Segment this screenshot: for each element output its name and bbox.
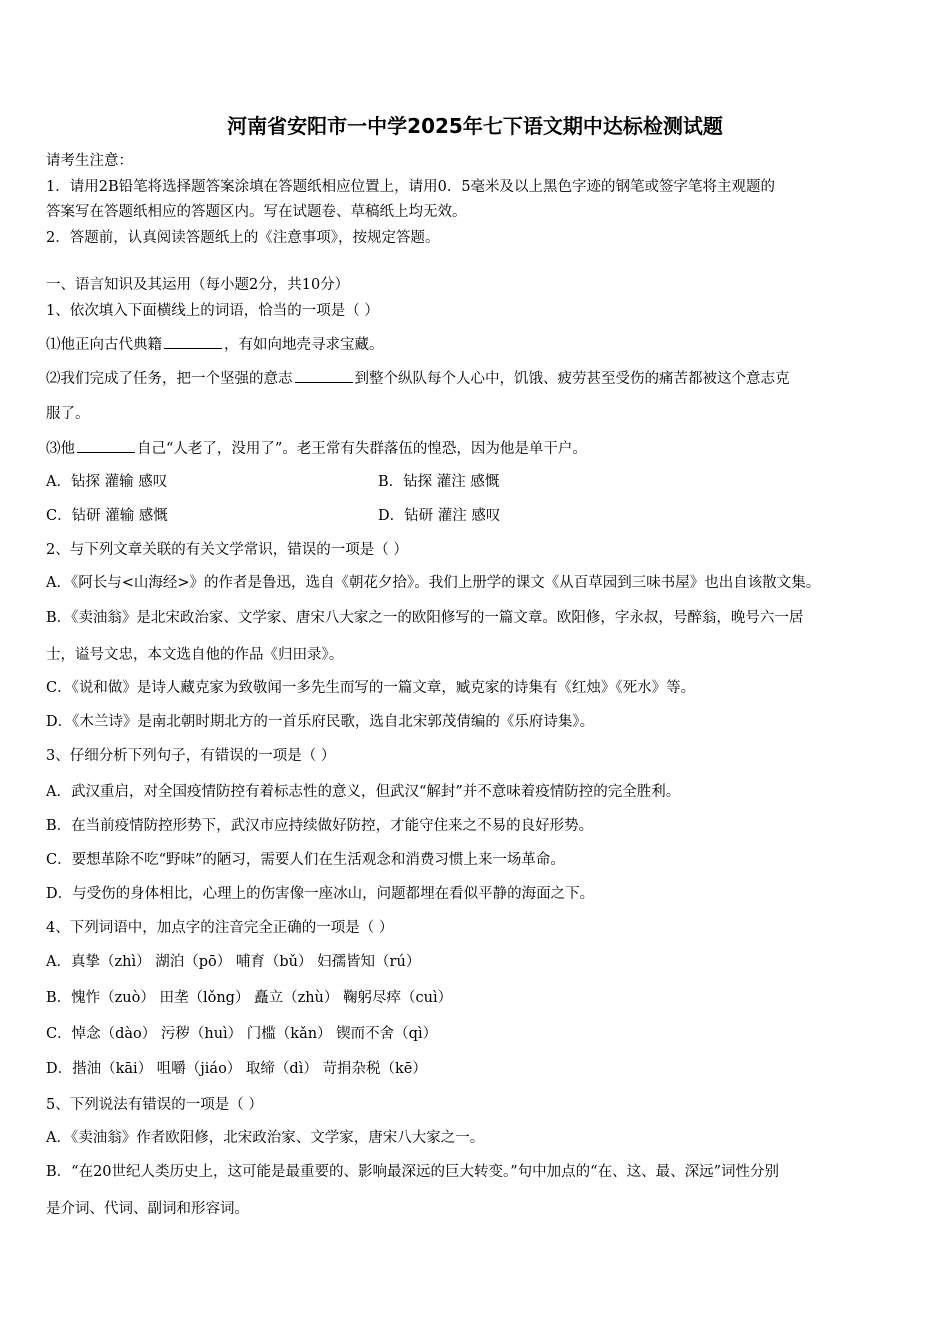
section-heading: 一、语言知识及其运用（每小题2分，共10分） — [46, 277, 350, 293]
question-5-stem: 5、下列说法有错误的一项是（ ） — [46, 1097, 263, 1113]
question-1-option-a: A．钻探 灌输 感叹 — [46, 474, 168, 490]
blank-line — [77, 438, 135, 453]
question-1-sentence-2-cont: 服了。 — [46, 406, 90, 422]
notice-item-1-cont: 答案写在答题纸相应的答题区内。写在试题卷、草稿纸上均无效。 — [46, 204, 467, 220]
question-5-option-b: B．“在20世纪人类历史上，这可能是最重要的、影响最深远的巨大转变。”句中加点的“在、这、最、深远”词性分别 — [46, 1164, 780, 1180]
question-4-option-d: D．揩油（kāi） 咀嚼（jiáo） 取缔（dì） 苛捐杂税（kē） — [46, 1061, 427, 1077]
notice-item-2: 2．答题前，认真阅读答题纸上的《注意事项》，按规定答题。 — [46, 230, 440, 246]
blank-line — [164, 334, 222, 349]
question-2-stem: 2、与下列文章关联的有关文学常识，错误的一项是（ ） — [46, 542, 408, 558]
question-3-option-a: A．武汉重启，对全国疫情防控有着标志性的意义，但武汉“解封”并不意味着疫情防控的完全胜利。 — [46, 784, 681, 800]
blank-line — [295, 368, 353, 383]
question-3-option-d: D．与受伤的身体相比，心理上的伤害像一座冰山，问题都埋在看似平静的海面之下。 — [46, 886, 595, 902]
question-3-stem: 3、仔细分析下列句子，有错误的一项是（ ） — [46, 748, 336, 764]
question-2-option-c: C．《说和做》是诗人藏克家为致敬闻一多先生而写的一篇文章，臧克家的诗集有《红烛》《死水》等。 — [46, 680, 696, 696]
sentence-text: ⑵我们完成了任务，把一个坚强的意志 — [46, 371, 293, 387]
question-3-option-c: C．要想革除不吃“野味”的陋习，需要人们在生活观念和消费习惯上来一场革命。 — [46, 852, 565, 868]
question-2-option-a: A．《阿长与<山海经>》的作者是鲁迅，选自《朝花夕拾》。我们上册学的课文《从百草园到三味书屋》也出自该散文集。 — [46, 575, 821, 591]
question-1-option-b: B．钻探 灌注 感慨 — [378, 474, 500, 490]
page-title: 河南省安阳市一中学2025年七下语文期中达标检测试题 — [227, 114, 723, 138]
question-1-option-d: D．钻研 灌注 感叹 — [378, 508, 501, 524]
sentence-text: 自己“人老了，没用了”。老王常有失群落伍的惶恐，因为他是单干户。 — [137, 441, 587, 457]
question-2-option-b: B．《卖油翁》是北宋政治家、文学家、唐宋八大家之一的欧阳修写的一篇文章。欧阳修，字永叔，号醉翁，晚号六一居 — [46, 610, 804, 626]
question-4-stem: 4、下列词语中，加点字的注音完全正确的一项是（ ） — [46, 920, 394, 936]
question-3-option-b: B．在当前疫情防控形势下，武汉市应持续做好防控，才能守住来之不易的良好形势。 — [46, 818, 594, 834]
sentence-text: ⑶他 — [46, 441, 75, 457]
question-4-option-b: B．愧怍（zuò） 田垄（lǒng） 矗立（zhù） 鞠躬尽瘁（cuì） — [46, 990, 453, 1006]
question-1-option-c: C．钻研 灌输 感慨 — [46, 508, 168, 524]
question-4-option-c: C．悼念（dào） 污秽（huì） 门槛（kǎn） 锲而不舍（qì） — [46, 1026, 438, 1042]
question-4-option-a: A．真挚（zhì） 湖泊（pō） 哺育（bǔ） 妇孺皆知（rú） — [46, 954, 421, 970]
notice-item-1: 1．请用2B铅笔将选择题答案涂填在答题纸相应位置上，请用0．5毫米及以上黑色字迹的钢笔或签字笔将主观题的 — [46, 179, 776, 195]
sentence-text: ，有如向地壳寻求宝藏。 — [224, 337, 384, 353]
question-2-option-d: D．《木兰诗》是南北朝时期北方的一首乐府民歌，选自北宋郭茂倩编的《乐府诗集》。 — [46, 714, 595, 730]
question-5-option-a: A．《卖油翁》作者欧阳修，北宋政治家、文学家，唐宋八大家之一。 — [46, 1130, 485, 1146]
question-2-option-b-cont: 士，谥号文忠，本文选自他的作品《归田录》。 — [46, 647, 344, 663]
question-1-stem: 1、依次填入下面横线上的词语，恰当的一项是（ ） — [46, 303, 379, 319]
question-5-option-b-cont: 是介词、代词、副词和形容词。 — [46, 1201, 249, 1217]
question-1-sentence-3 — [46, 438, 587, 459]
question-1-sentence-2 — [46, 368, 790, 389]
notice-heading: 请考生注意： — [46, 153, 133, 169]
sentence-text: 到整个纵队每个人心中，饥饿、疲劳甚至受伤的痛苦都被这个意志克 — [354, 371, 790, 387]
sentence-text: ⑴他正向古代典籍 — [46, 337, 162, 353]
question-1-sentence-1 — [46, 334, 384, 355]
